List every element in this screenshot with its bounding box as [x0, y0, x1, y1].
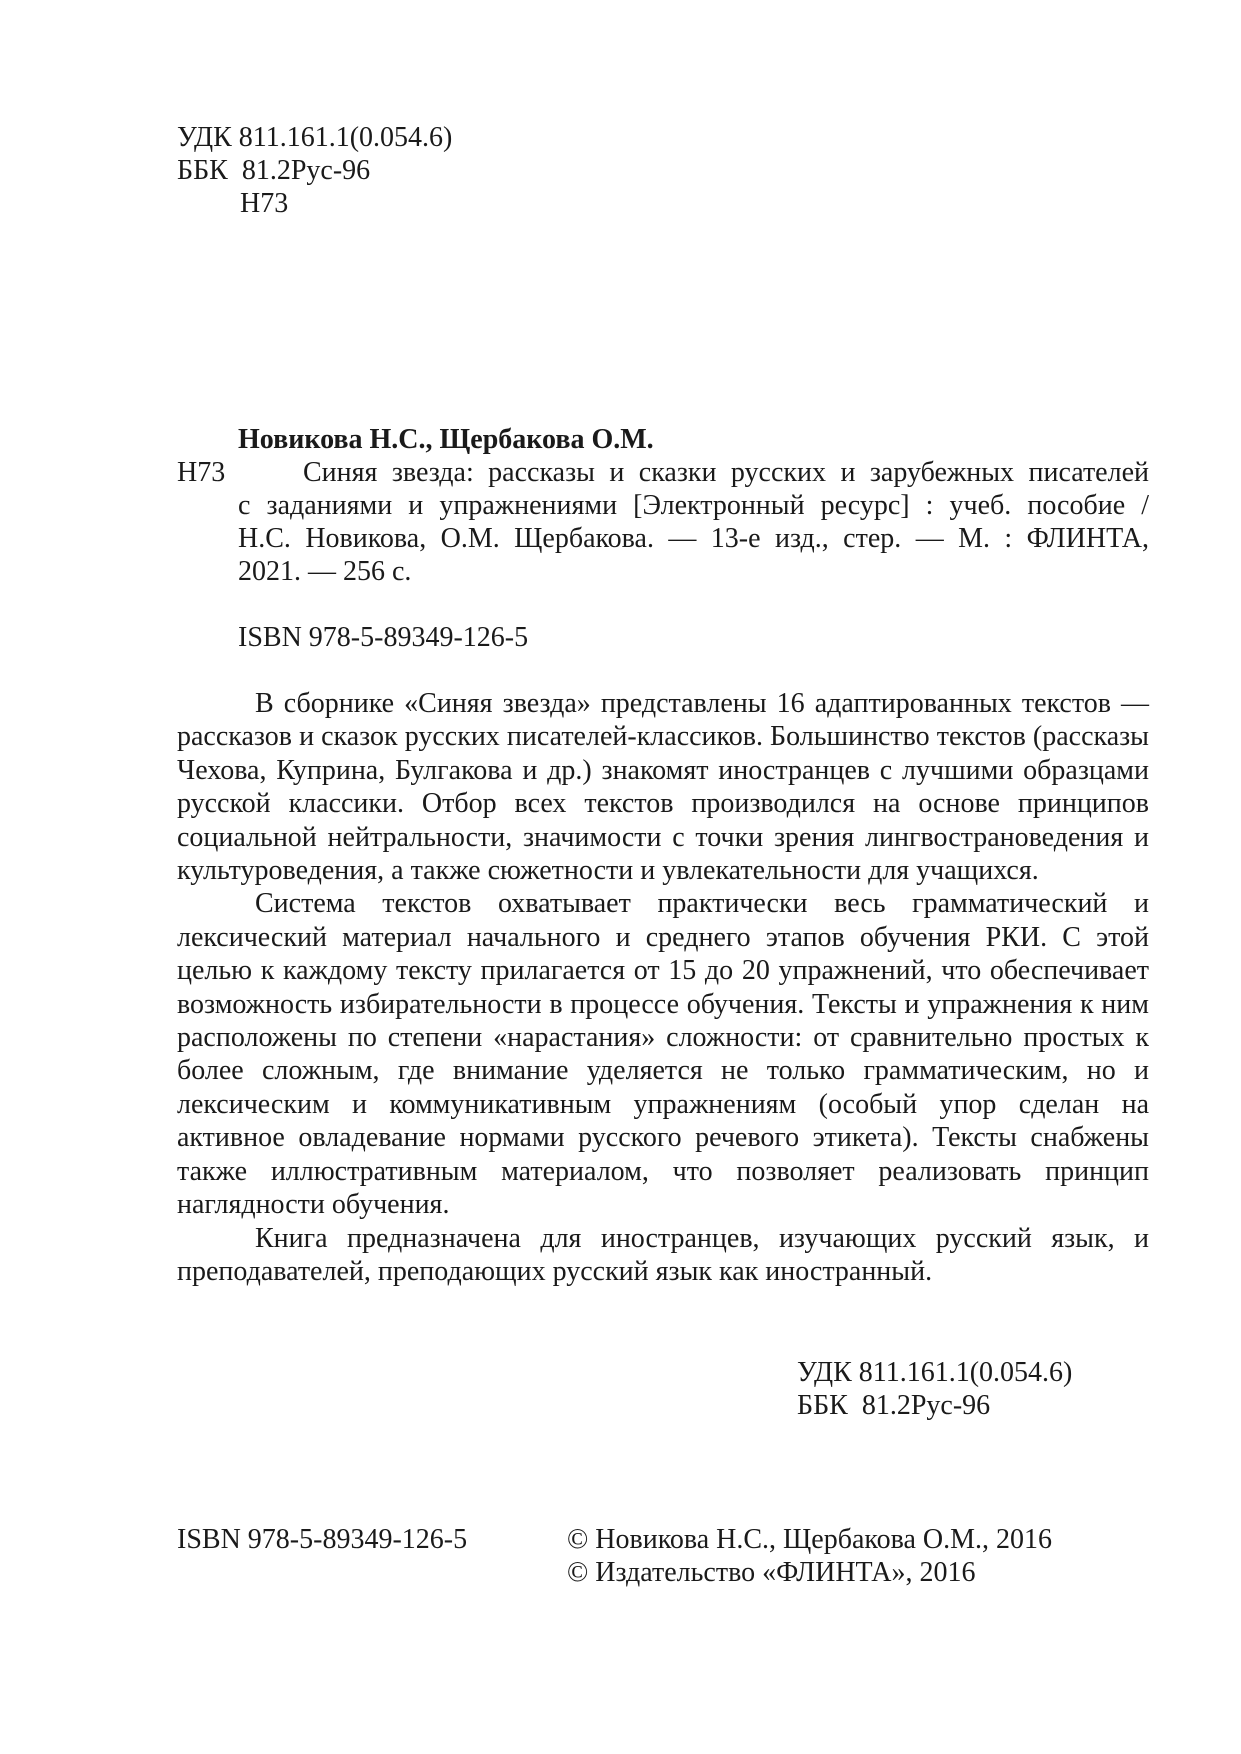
classification-udk: УДК 811.161.1(0.054.6) [797, 1357, 1073, 1388]
classification-bbk: ББК 81.2Рус-96 [797, 1390, 991, 1421]
annotation-paragraph-2: Система текстов охватывает практически весь грамматический и лексический материал начального и среднего этапов обучения РКИ. С этой целью к каждому тексту прилагается от 15 до 20 упражнений, что обеспечивает возможность избирательности в процессе обучения. Тексты и упражнения к ним расположены по степени «нарастания» сложности: от сравнительно простых к более сложным, где внимание уделяется не только грамматическим, но и лексическим и коммуникативным упражнениям (особый упор сделан на активное овладевание нормами русского речевого этикета). Тексты снабжены также иллюстративным материалом, что позволяет реализовать принцип наглядности обучения. [177, 888, 1149, 1221]
footer-isbn: ISBN 978-5-89349-126-5 [177, 1524, 468, 1555]
entry-author-code: Н73 [177, 457, 226, 488]
annotation-paragraph-1: В сборнике «Синяя звезда» представлены 16 адаптированных текстов — рассказов и сказок русских писателей-классиков. Большинство текстов (рассказы Чехова, Куприна, Булгакова и др.) знакомят иностранцев с лучшими образцами русской классики. Отбор всех текстов производился на основе принципов социальной нейтральности, значимости с точки зрения лингвострановедения и культуроведения, а также сюжетности и увлекательности для учащихся. [177, 688, 1149, 887]
annotation-paragraph-3: Книга предназначена для иностранцев, изучающих русский язык, и преподавателей, преподающих русский язык как иностранный. [177, 1222, 1149, 1287]
header-bbk: ББК 81.2Рус-96 [177, 155, 371, 186]
annotation [177, 687, 1149, 1288]
entry-line-2: с заданиями и упражнениями [Электронный ресурс] : учеб. пособие / [238, 490, 1149, 521]
header-author-code: Н73 [240, 188, 289, 219]
entry-line-4: 2021. — 256 с. [238, 556, 412, 587]
footer-copyright-publisher: © Издательство «ФЛИНТА», 2016 [567, 1557, 976, 1588]
entry-authors: Новикова Н.С., Щербакова О.М. [238, 424, 654, 455]
entry-line-3: Н.С. Новикова, О.М. Щербакова. — 13-е изд., стер. — М. : ФЛИНТА, [238, 523, 1149, 554]
footer-copyright-authors: © Новикова Н.С., Щербакова О.М., 2016 [567, 1524, 1052, 1555]
header-udk: УДК 811.161.1(0.054.6) [177, 122, 453, 153]
entry-line-1: Синяя звезда: рассказы и сказки русских и зарубежных писателей [303, 457, 1149, 488]
entry-isbn: ISBN 978-5-89349-126-5 [238, 622, 529, 653]
